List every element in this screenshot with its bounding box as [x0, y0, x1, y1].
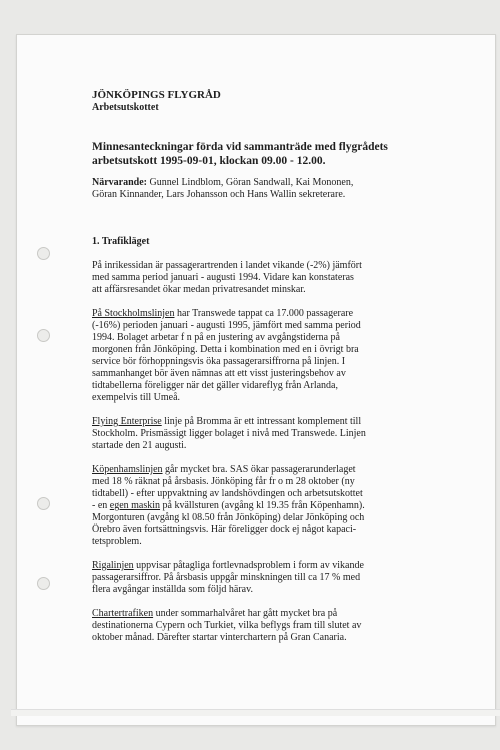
- punch-hole: [37, 247, 50, 260]
- text-line: med samma period januari - augusti 1994. Vidare kan konstateras: [92, 272, 354, 283]
- text-line: Örebro även fortsättningsvis. Här föreligger dock ej något kapaci-: [92, 524, 357, 535]
- punch-hole: [37, 497, 50, 510]
- paragraph-copenhagen: [92, 464, 472, 548]
- attendees-line: Göran Kinnander, Lars Johansson och Hans Wallin sekreterare.: [92, 189, 346, 200]
- paragraph-domestic: [92, 260, 472, 296]
- text-line: 1994. Bolaget arbetar f n på en justering av avgångstiderna på: [92, 332, 340, 343]
- route-label: På Stockholmslinjen: [92, 308, 175, 319]
- section-heading: 1. Trafikläget: [92, 236, 150, 247]
- attendees-names: Gunnel Lindblom, Göran Sandwall, Kai Mononen,: [147, 177, 354, 188]
- text-line: destinationerna Cypern och Turkiet, vilka beflygs fram till slutet av: [92, 620, 362, 631]
- organization-name: JÖNKÖPINGS FLYGRÅD: [92, 89, 221, 101]
- text-line: På inrikessidan är passagerartrenden i landet vikande (-2%) jämfört: [92, 260, 362, 271]
- emphasis-text: egen maskin: [109, 500, 161, 511]
- text-line: [92, 308, 472, 320]
- text-line: (-16%) perioden januari - augusti 1995, jämfört med samma period: [92, 320, 361, 331]
- text-fragment: under sommarhalvåret har gått mycket bra på: [153, 608, 338, 619]
- organization-unit: Arbetsutskottet: [92, 102, 159, 113]
- paragraph-flying-enterprise: [92, 416, 472, 452]
- text-line: passagerarsiffror. På årsbasis uppgår minskningen till ca 17 % med: [92, 572, 361, 583]
- title-line: arbetsutskott 1995-09-01, klockan 09.00 - 12.00.: [92, 155, 326, 167]
- punch-hole: [37, 577, 50, 590]
- text-line: att affärsresandet ökar medan privatresandet minskar.: [92, 284, 306, 295]
- route-label: Flying Enterprise: [92, 416, 162, 427]
- route-label: Köpenhamslinjen: [92, 464, 163, 475]
- text-line: [92, 608, 472, 620]
- text-fragment: uppvisar påtagliga fortlevnadsproblem i form av vikande: [133, 560, 364, 571]
- route-label: Chartertrafiken: [92, 608, 154, 619]
- paragraph-riga: [92, 560, 472, 596]
- text-line: sammanhanget bör även nämnas att ett visst justeringsbehov av: [92, 368, 346, 379]
- attendees: [92, 177, 472, 201]
- text-line: tidtabellerna föreligger när det gäller vidareflyg från Arlanda,: [92, 380, 338, 391]
- text-line: [92, 560, 472, 572]
- text-fragment: har Transwede tappat ca 17.000 passagerare: [174, 308, 354, 319]
- text-line: med 18 % räknat på årsbasis. Jönköping får fr o m 28 oktober (ny: [92, 476, 355, 487]
- text-line: tetsproblem.: [92, 536, 142, 547]
- text-line: exempelvis till Umeå.: [92, 392, 181, 403]
- text-fragment: linje på Bromma är ett intressant komplement till: [161, 416, 362, 427]
- text-line: service bör förhoppningsvis öka passagerarsiffrorna på linjen. I: [92, 356, 346, 367]
- text-fragment: på kvällsturen (avgång kl 19.35 från Köpenhamn).: [160, 500, 365, 511]
- paragraph-charter: [92, 608, 472, 644]
- attendees-line: [92, 177, 472, 189]
- document-title: [92, 140, 472, 168]
- text-line: oktober månad. Därefter startar vinterchartern på Gran Canaria.: [92, 632, 347, 643]
- text-line: [92, 464, 472, 476]
- punch-hole: [37, 329, 50, 342]
- text-line: [92, 500, 472, 512]
- document-body: [92, 89, 472, 644]
- text-line: tidtabell) - efter uppvaktning av landshövdingen och arbetsutskottet: [92, 488, 363, 499]
- text-line: [92, 416, 472, 428]
- title-line: Minnesanteckningar förda vid sammanträde med flygrådets: [92, 141, 388, 153]
- document-page: [16, 34, 496, 726]
- text-line: Stockholm. Prismässigt ligger bolaget i nivå med Transwede. Linjen: [92, 428, 366, 439]
- text-line: flera avgångar inställda som följd härav.: [92, 584, 253, 595]
- text-fragment: - en: [92, 500, 110, 511]
- text-line: Morgonturen (avgång kl 08.50 från Jönköping) delar Jönköping och: [92, 512, 365, 523]
- attendees-label: Närvarande:: [92, 177, 147, 188]
- text-line: morgonen från Jönköping. Detta i kombination med en i övrigt bra: [92, 344, 359, 355]
- paragraph-stockholm: [92, 308, 472, 404]
- route-label: Rigalinjen: [92, 560, 134, 571]
- text-fragment: går mycket bra. SAS ökar passagerarunderlaget: [162, 464, 356, 475]
- text-line: startade den 21 augusti.: [92, 440, 187, 451]
